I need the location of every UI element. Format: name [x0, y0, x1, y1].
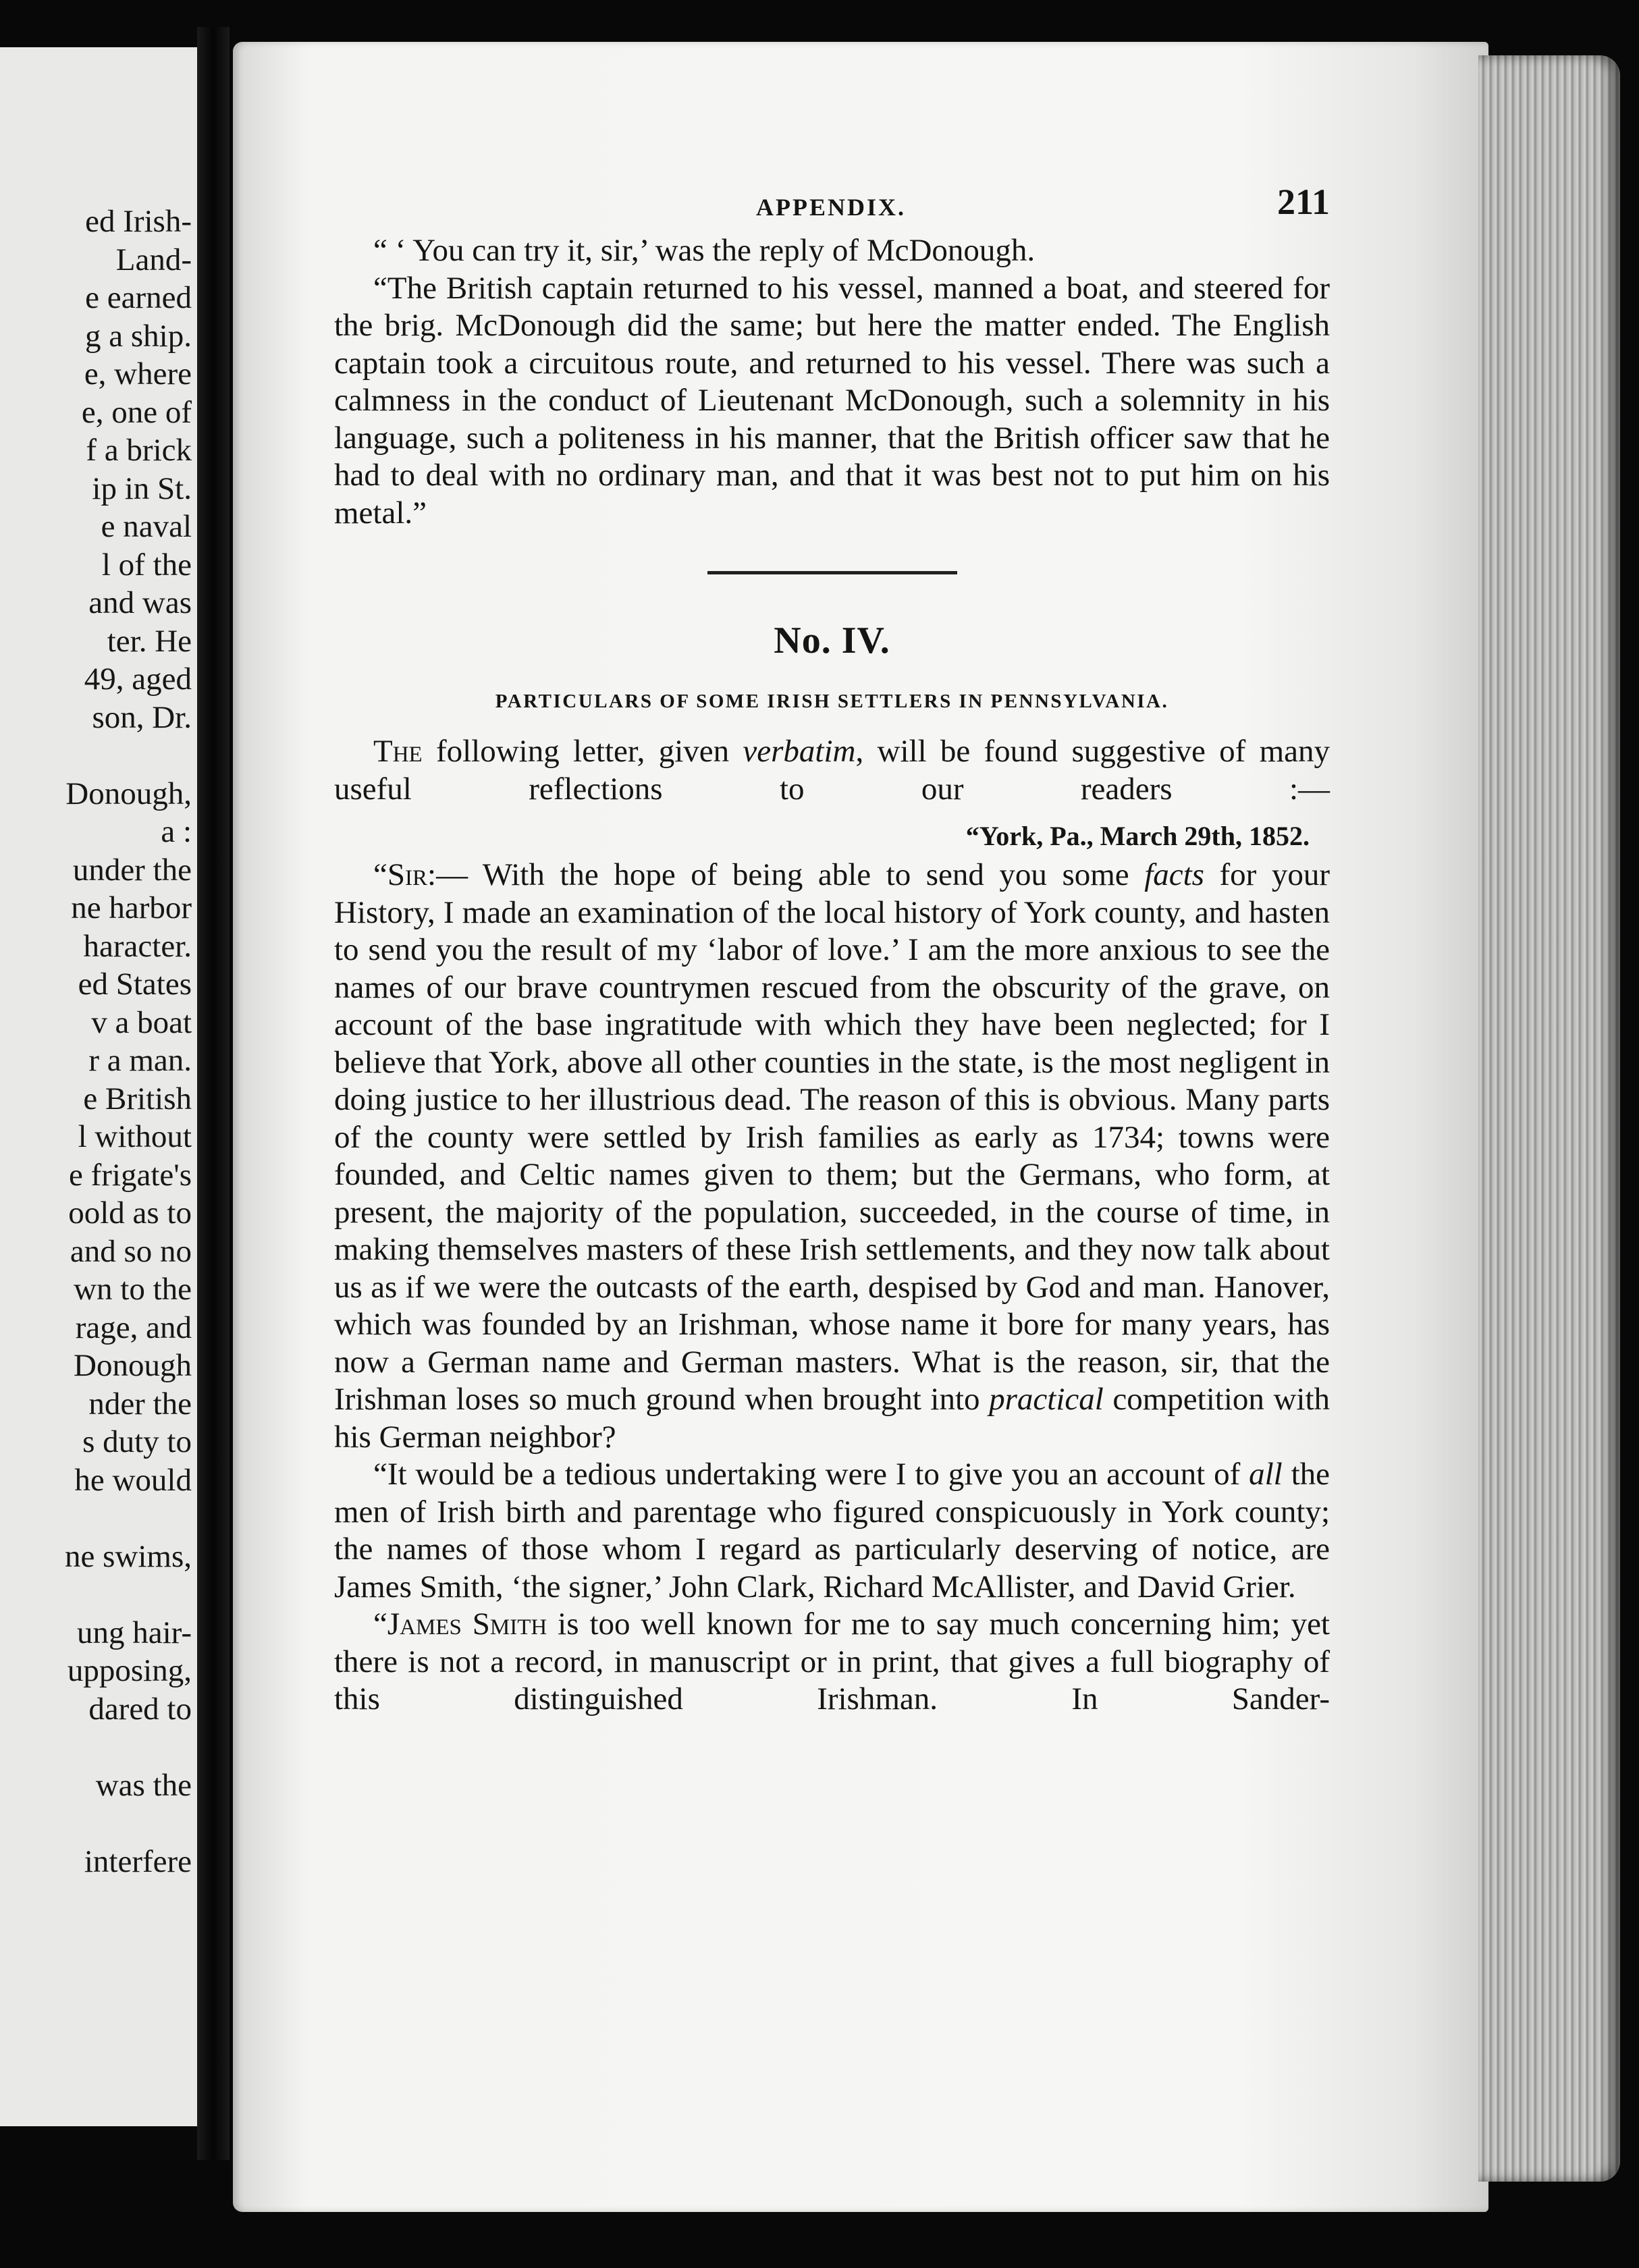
page-text-block — [334, 176, 1330, 1719]
previous-page-line: Donough, — [65, 776, 192, 811]
previous-page-line: Land- — [115, 242, 192, 277]
letter-p3-name: James Smith — [387, 1606, 547, 1642]
letter-p1-text-c: competition with his German neighbor? — [334, 1382, 1331, 1455]
letter-p1-emphasis-facts: facts — [1144, 857, 1204, 892]
letter-p2-emphasis-all: all — [1249, 1457, 1283, 1492]
intro-text-b: , will be found suggestive of many useful reflections to our readers :— — [334, 734, 1330, 807]
running-head-title: APPENDIX. — [756, 194, 906, 221]
previous-page-line: l of the — [101, 547, 192, 583]
previous-page-line: e earned — [85, 280, 192, 315]
section-title: No. IV. — [774, 620, 890, 662]
previous-page-line: interfere — [84, 1843, 192, 1879]
previous-page-line: 49, aged — [84, 662, 192, 697]
previous-page-line: v a boat — [91, 1004, 192, 1040]
letter-paragraph-3: “James Smith is too well known for me to say much concerning him; yet there is not a record, in manuscript or in print, that gives a full biography of this distinguished Irishman. In Sander- — [334, 1606, 1330, 1717]
section-divider-rule — [707, 571, 957, 574]
letter-p3-text: is too well known for me to say much concerning him; yet there is not a record, in manuscript or in print, that gives a full biography of this distinguished Irishman. In Sander- — [334, 1606, 1330, 1717]
letter-paragraph-2 — [334, 1456, 1330, 1606]
previous-page-line: and so no — [70, 1233, 192, 1269]
previous-page-line: haracter. — [83, 928, 192, 964]
previous-page-line: ed States — [78, 967, 192, 1002]
previous-page-line: e frigate's — [68, 1157, 192, 1193]
previous-page-line: ip in St. — [92, 470, 192, 506]
letter-salutation: Sir — [387, 857, 428, 892]
previous-page-line: g a ship. — [85, 318, 192, 354]
continued-paragraph-2: “The British captain returned to his vessel, manned a boat, and steered for the brig. McDonough did the same; but here the matter ended. The English captain took a circuitous route, and returned to his vessel. There was such a calmness in the conduct of Lieutenant McDonough, such a solemnity in his language, such a politeness in his manner, that the British officer saw that he had to deal with no ordinary man, and that it was best not to put him on his metal.” — [334, 270, 1330, 531]
previous-page-line: e, where — [84, 356, 192, 392]
letter-p2-text-b: the men of Irish birth and parentage who figured conspicuously in York county; the names of those whom I regard as particularly deserving of notice, are James Smith, ‘the signer,’ John Clark, Richard McAllister, and David Grier. — [334, 1457, 1330, 1604]
previous-page-line: e naval — [101, 509, 192, 544]
previous-page-line: oold as to — [68, 1195, 192, 1231]
previous-page-line: ed Irish- — [85, 204, 192, 239]
letter-paragraph-1: “Sir:— With the hope of being able to send you some facts for your History, I made an examination of the local history of York county, and hasten to send you the result of my ‘labor of love.’ I am the more anxious to see the names of our brave countrymen rescued from the obscurity of the grave, on account of the base ingratitude with which they have been neglected; for I believe that York, above all other counties in the state, is the most negligent in doing justice to her illustrious dead. The reason of this is obvious. Many parts of the county were settled by Irish families as early as 1734; towns were founded, and Celtic names given to them; but the Germans, who form, at present, the majority of the population, succeeded, in the course of time, in making themselves masters of these Irish settlements, and they now talk about us as if we were the outcasts of the earth, despised by God and man. Hanover, which was founded by an Irishman, whose name it bore for many years, has now a German name and German masters. What is the reason, sir, that the Irishman loses so much ground when brought into practical competition with his German neighbor? — [334, 857, 1331, 1455]
previous-page-line: l without — [78, 1119, 192, 1154]
previous-page-line: and was — [88, 585, 192, 620]
intro-paragraph — [334, 733, 1330, 808]
continued-paragraph-1: “ ‘ You can try it, sir,’ was the reply of McDonough. — [373, 233, 1036, 268]
letter-p1-text-a: :— With the hope of being able to send you some — [427, 857, 1145, 892]
page-number: 211 — [1277, 182, 1330, 222]
previous-page-line: r a man. — [88, 1043, 192, 1078]
previous-page-line: ne swims, — [65, 1538, 192, 1574]
previous-page-line: rage, and — [75, 1310, 192, 1345]
letter-dateline: “York, Pa., March 29th, 1852. — [965, 821, 1310, 851]
previous-page-line: s duty to — [82, 1424, 192, 1459]
running-head — [334, 176, 1330, 230]
previous-page-line: a : — [161, 814, 192, 849]
previous-page-line: e, one of — [81, 394, 192, 430]
intro-lead-word: The — [373, 734, 423, 769]
previous-page-line: was the — [95, 1767, 192, 1803]
page-edges — [1478, 55, 1620, 2182]
previous-page-line: he would — [74, 1462, 192, 1498]
previous-page-line: under the — [72, 852, 192, 888]
previous-page-line: Donough — [74, 1348, 192, 1383]
previous-page-line: dared to — [88, 1691, 192, 1727]
letter-p2-text-a: “It would be a tedious undertaking were I to give you an account of — [373, 1457, 1250, 1492]
letter-p1-emphasis-practical: practical — [989, 1382, 1104, 1417]
section-subtitle: PARTICULARS OF SOME IRISH SETTLERS IN PENNSYLVANIA. — [495, 691, 1169, 712]
previous-page-line: ung hair- — [76, 1615, 192, 1650]
previous-page-line: e British — [83, 1081, 192, 1116]
previous-page-line: ne harbor — [71, 890, 192, 925]
previous-page-line: f a brick — [86, 433, 192, 468]
previous-page-fragment — [0, 47, 197, 2126]
intro-emphasis: verbatim — [743, 734, 856, 769]
previous-page-line: upposing, — [67, 1653, 192, 1688]
previous-page-line: ter. He — [107, 623, 192, 659]
previous-page-line: wn to the — [74, 1272, 192, 1307]
previous-page-line: nder the — [88, 1386, 192, 1422]
previous-page-line: son, Dr. — [92, 699, 192, 735]
book-gutter — [197, 27, 230, 2160]
intro-text-a: following letter, given — [422, 734, 743, 769]
letter-p1-text-b: for your History, I made an examination of the local history of York county, and hasten to send you the result of my ‘labor of love.’ I am the more anxious to see the names of our brave countrymen rescued from the obscurity of the grave, on account of the base ingratitude with which they have been neglected; for I believe that York, above all other counties in the state, is the most negligent in doing justice to her illustrious dead. The reason of this is obvious. Many parts of the county were settled by Irish families as early as 1734; towns were founded, and Celtic names given to them; but the Germans, who form, at present, the majority of the population, succeeded, in the course of time, in making themselves masters of these Irish settlements, and they now talk about us as if we were the outcasts of the earth, despised by God and man. Hanover, which was founded by an Irishman, whose name it bore for many years, has now a German name and German masters. What is the reason, sir, that the Irishman loses so much ground when brought into — [334, 857, 1330, 1417]
